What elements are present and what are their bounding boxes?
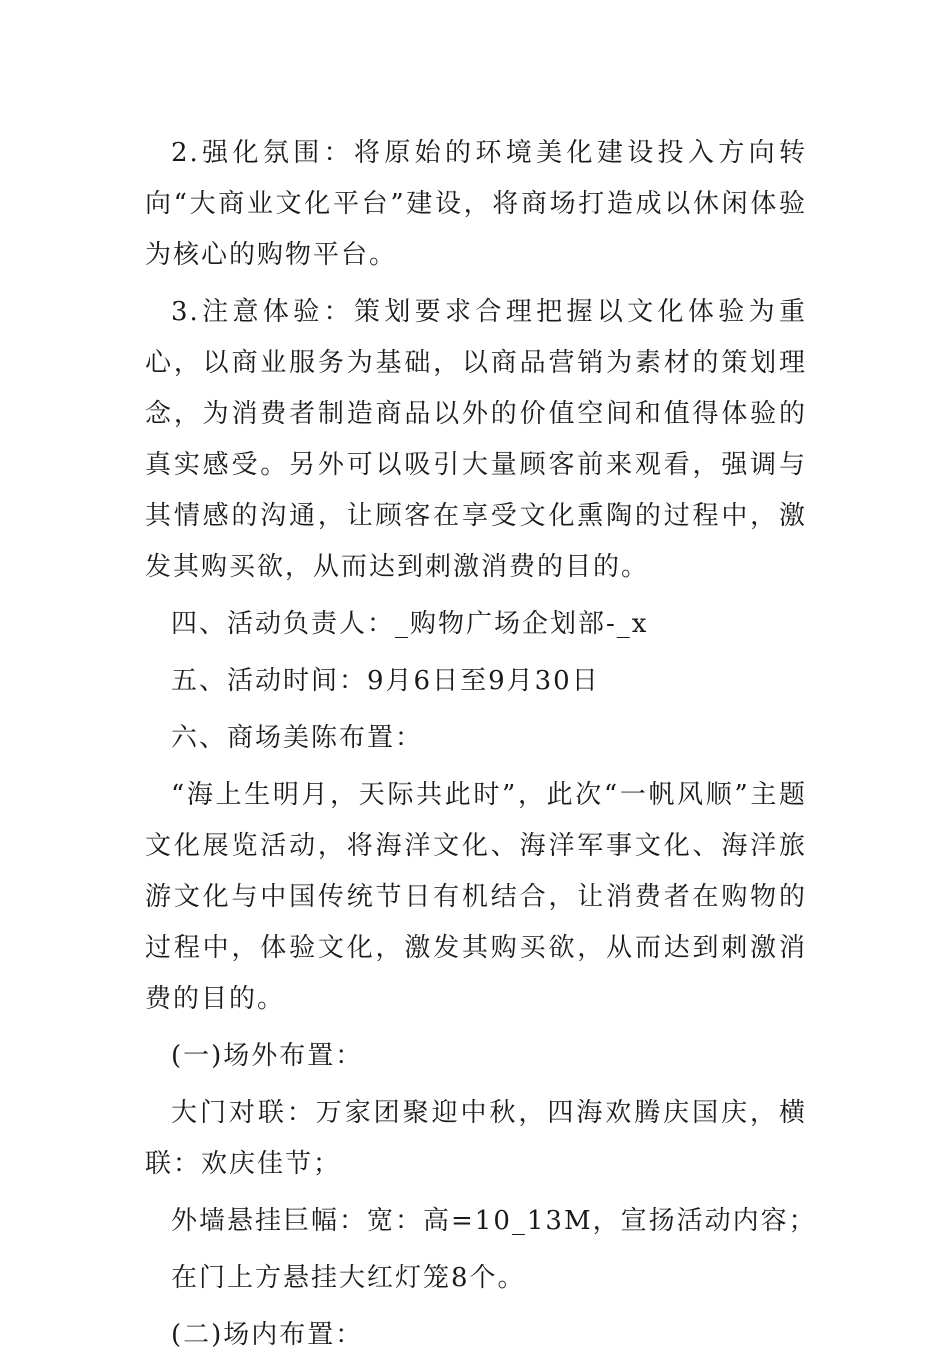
paragraph-person-in-charge: 四、活动负责人：_购物广场企划部-_x	[171, 609, 649, 639]
paragraph-banner: 外墙悬挂巨幅：宽：高=10_13M，宣扬活动内容；	[171, 1206, 817, 1236]
paragraph-lanterns: 在门上方悬挂大红灯笼8个。	[171, 1263, 526, 1293]
section-heading-decoration: 六、商场美陈布置：	[171, 723, 424, 753]
paragraph-experience: 3.注意体验：策划要求合理把握以文化体验为重心，以商业服务为基础，以商品营销为素材的策划理念，为消费者制造商品以外的价值空间和值得体验的真实感受。另外可以吸引大量顾客前来观看，强调与其情感的沟通，让顾客在享受文化熏陶的过程中，激发其购买欲，从而达到刺激消费的目的。	[145, 297, 807, 582]
subheading-indoor: (二)场内布置：	[171, 1320, 364, 1350]
subheading-outdoor: (一)场外布置：	[171, 1041, 364, 1071]
paragraph-couplet: 大门对联：万家团聚迎中秋，四海欢腾庆国庆，横联：欢庆佳节；	[145, 1098, 807, 1179]
document-body	[145, 128, 817, 1367]
paragraph-atmosphere: 2.强化氛围：将原始的环境美化建设投入方向转向“大商业文化平台”建设，将商场打造成以休闲体验为核心的购物平台。	[145, 138, 807, 270]
paragraph-event-time: 五、活动时间：9月6日至9月30日	[171, 666, 600, 696]
paragraph-theme: “海上生明月，天际共此时”，此次“一帆风顺”主题文化展览活动，将海洋文化、海洋军事文化、海洋旅游文化与中国传统节日有机结合，让消费者在购物的过程中，体验文化，激发其购买欲，从而达到刺激消费的目的。	[145, 780, 807, 1014]
